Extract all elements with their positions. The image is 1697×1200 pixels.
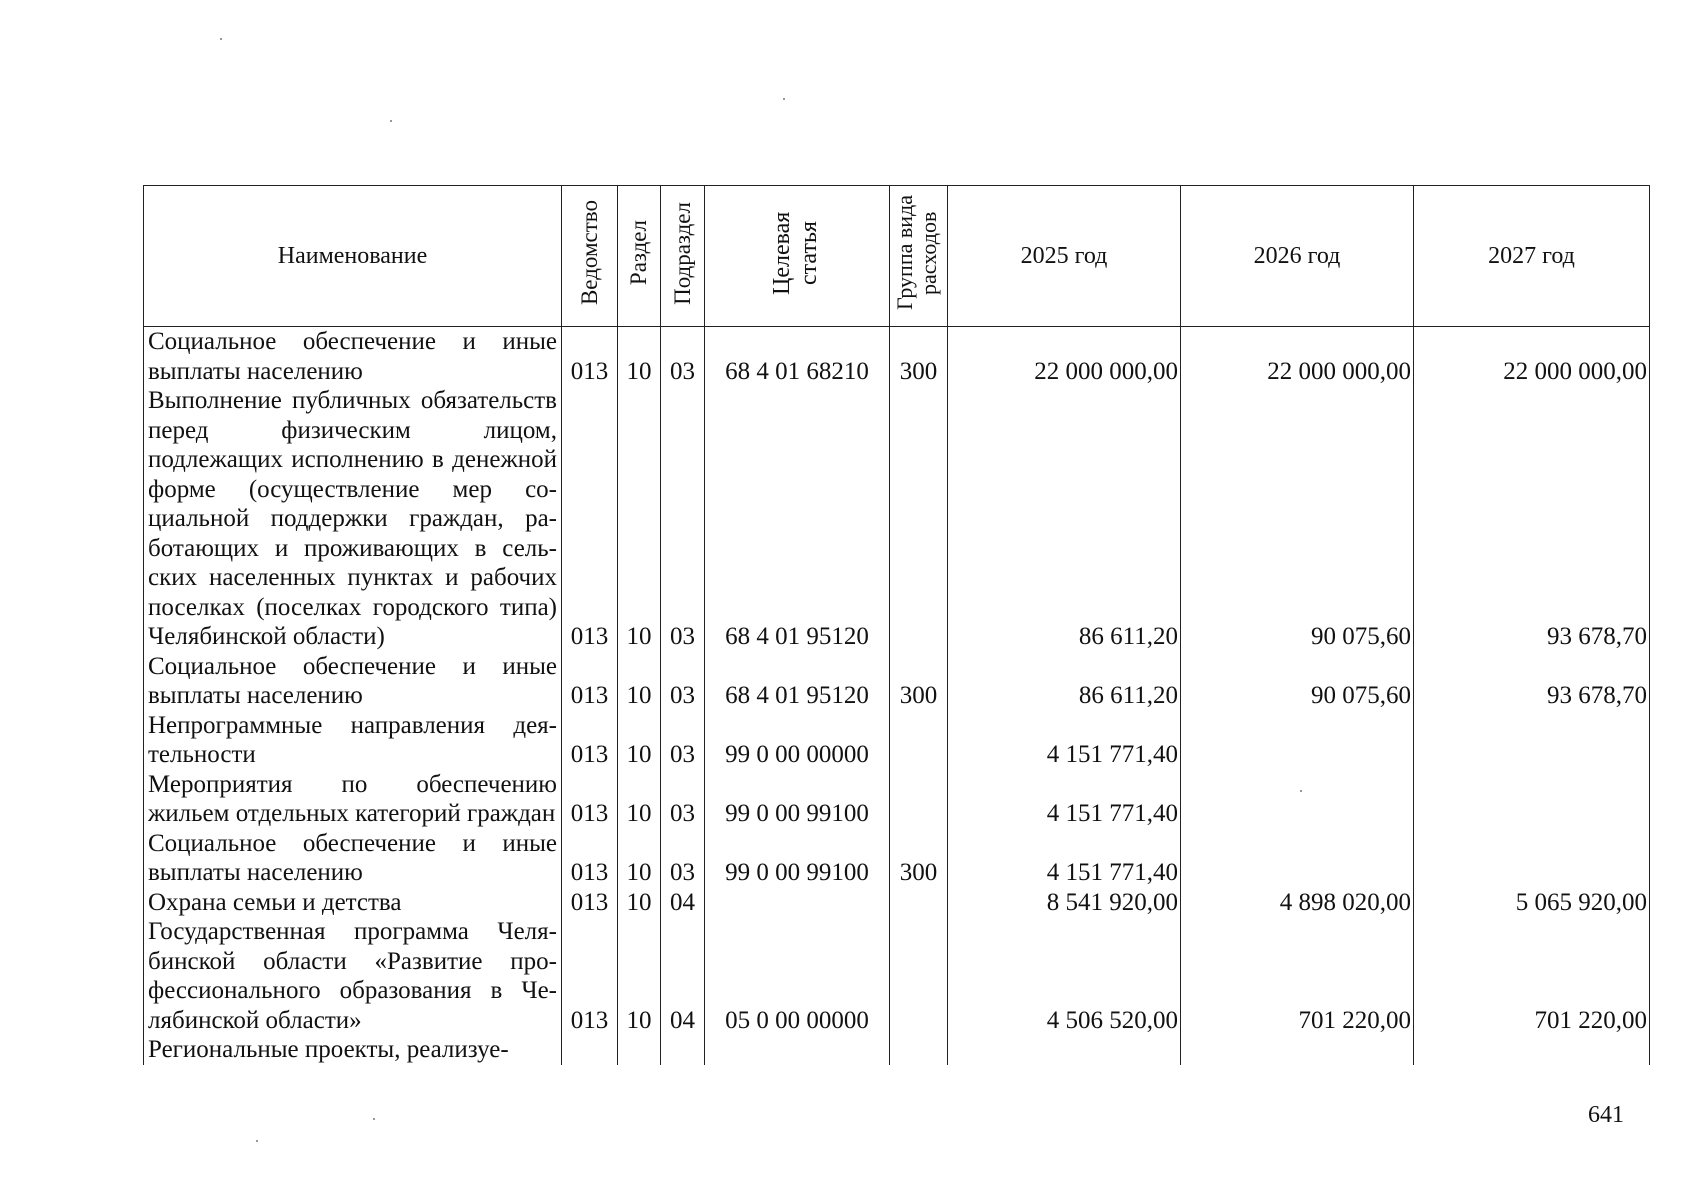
header-name: Наименование [144,186,562,327]
row-subsection: 03 [661,652,705,711]
row-target-item: 68 4 01 95120 [705,652,890,711]
header-expense-group: Группа вида расходов [890,186,948,327]
row-value-2026 [1181,711,1414,770]
page-number: 641 [1588,1102,1624,1128]
scan-speck [390,120,392,122]
row-section: 10 [618,386,661,652]
row-value-2027: 93 678,70 [1414,652,1650,711]
row-target-item [705,1035,890,1065]
row-value-2027: 22 000 000,00 [1414,327,1650,387]
row-value-2027 [1414,829,1650,888]
row-value-2027: 5 065 920,00 [1414,888,1650,918]
row-name: Охрана семьи и детства [144,888,562,918]
row-section: 10 [618,711,661,770]
row-value-2026: 90 075,60 [1181,652,1414,711]
table-row [144,652,1650,711]
table-row [144,327,1650,387]
row-value-2025: 22 000 000,00 [948,327,1181,387]
header-department: Ведомство [562,186,618,327]
table-row [144,1035,1650,1065]
row-name: Непрограммные направления деятельности [144,711,562,770]
row-section: 10 [618,888,661,918]
row-target-item: 05 0 00 00000 [705,917,890,1035]
header-year-2025: 2025 год [948,186,1181,327]
row-target-item: 99 0 00 99100 [705,770,890,829]
row-value-2025: 4 151 771,40 [948,770,1181,829]
row-target-item: 68 4 01 95120 [705,386,890,652]
row-expense-group: 300 [890,327,948,387]
row-expense-group [890,386,948,652]
row-value-2025: 4 151 771,40 [948,711,1181,770]
row-value-2025: 4 506 520,00 [948,917,1181,1035]
row-department: 013 [562,829,618,888]
row-expense-group: 300 [890,829,948,888]
row-department: 013 [562,888,618,918]
row-value-2027: 93 678,70 [1414,386,1650,652]
row-value-2025: 86 611,20 [948,652,1181,711]
table-row [144,888,1650,918]
row-subsection: 04 [661,888,705,918]
row-subsection: 03 [661,327,705,387]
row-section [618,1035,661,1065]
table-row [144,386,1650,652]
row-expense-group [890,711,948,770]
row-target-item: 99 0 00 99100 [705,829,890,888]
row-name: Региональные проекты, реализуе- [144,1035,562,1065]
scan-speck [783,98,785,100]
row-value-2026: 701 220,00 [1181,917,1414,1035]
row-value-2026 [1181,829,1414,888]
row-subsection: 04 [661,917,705,1035]
scan-speck [256,1140,258,1142]
row-subsection: 03 [661,770,705,829]
row-value-2027 [1414,770,1650,829]
budget-table [143,185,1650,1065]
row-name: Социальное обеспечение и иные выплаты населению [144,829,562,888]
scan-speck [373,1118,375,1120]
row-section: 10 [618,829,661,888]
row-section: 10 [618,652,661,711]
row-target-item: 68 4 01 68210 [705,327,890,387]
row-name: Выполнение публичных обязательств перед физическим лицом, подлежащих исполнению в денежной форме (осуществление мер социальной поддержки граждан, работающих и проживающих в сельских населенных пунктах и рабочих поселках (поселках городского типа) Челябинской области) [144,386,562,652]
row-department: 013 [562,711,618,770]
table-row [144,770,1650,829]
row-section: 10 [618,770,661,829]
row-name: Мероприятия по обеспечению жильем отдельных категорий граждан [144,770,562,829]
row-department [562,1035,618,1065]
row-section: 10 [618,327,661,387]
row-value-2025 [948,1035,1181,1065]
row-section: 10 [618,917,661,1035]
row-subsection: 03 [661,711,705,770]
row-value-2025: 4 151 771,40 [948,829,1181,888]
row-value-2027: 701 220,00 [1414,917,1650,1035]
table-header-row [144,186,1650,327]
scan-speck [220,38,222,40]
table-row [144,829,1650,888]
row-department: 013 [562,917,618,1035]
row-name: Социальное обеспечение и иные выплаты населению [144,652,562,711]
row-value-2026: 4 898 020,00 [1181,888,1414,918]
table-row [144,711,1650,770]
row-department: 013 [562,770,618,829]
row-value-2025: 8 541 920,00 [948,888,1181,918]
row-value-2026: 22 000 000,00 [1181,327,1414,387]
row-department: 013 [562,652,618,711]
row-subsection [661,1035,705,1065]
table-row [144,917,1650,1035]
row-value-2026 [1181,1035,1414,1065]
row-department: 013 [562,327,618,387]
row-expense-group: 300 [890,652,948,711]
row-target-item [705,888,890,918]
row-value-2025: 86 611,20 [948,386,1181,652]
header-section: Раздел [618,186,661,327]
header-year-2026: 2026 год [1181,186,1414,327]
row-subsection: 03 [661,386,705,652]
row-expense-group [890,770,948,829]
row-expense-group [890,917,948,1035]
row-subsection: 03 [661,829,705,888]
header-subsection: Подраздел [661,186,705,327]
row-value-2026 [1181,770,1414,829]
header-target-item: Целевая статья [705,186,890,327]
row-expense-group [890,888,948,918]
row-value-2026: 90 075,60 [1181,386,1414,652]
row-value-2027 [1414,1035,1650,1065]
row-name: Государственная программа Челябинской области «Развитие профессионального образования в Челябинской области» [144,917,562,1035]
header-year-2027: 2027 год [1414,186,1650,327]
row-department: 013 [562,386,618,652]
row-target-item: 99 0 00 00000 [705,711,890,770]
row-value-2027 [1414,711,1650,770]
row-name: Социальное обеспечение и иные выплаты населению [144,327,562,387]
row-expense-group [890,1035,948,1065]
